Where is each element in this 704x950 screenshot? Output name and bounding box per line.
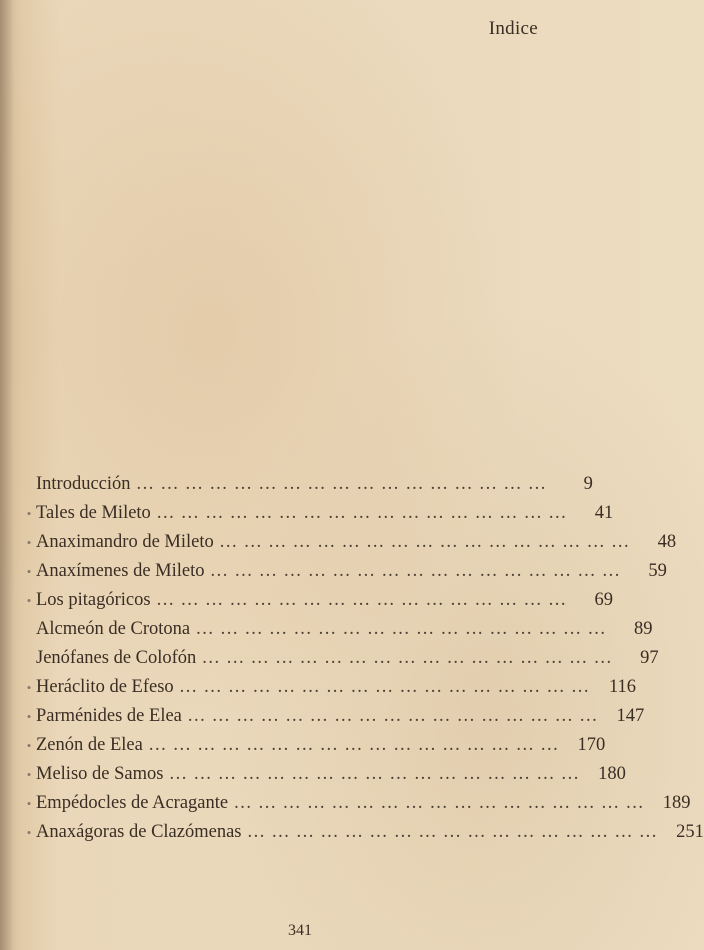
toc-entry-pitagoricos [22, 590, 613, 619]
toc-entry-title: Anaximandro de Mileto [36, 532, 214, 552]
toc-entry-page: 116 [608, 677, 637, 697]
margin-mark: • [26, 709, 32, 724]
toc-entry-page: 189 [662, 793, 691, 813]
dot-leader: ... ... ... ... ... ... ... ... ... ... ... ... ... ... ... ... ... [247, 822, 658, 842]
dot-leader: ... ... ... ... ... ... ... ... ... ... ... ... ... ... ... ... ... [219, 532, 631, 552]
margin-mark: • [26, 825, 32, 840]
toc-entry-heraclito [22, 677, 637, 706]
toc-entry-title: Anaxágoras de Clazómenas [36, 822, 242, 842]
dot-leader: ... ... ... ... ... ... ... ... ... ... ... ... ... ... ... ... ... [169, 764, 580, 784]
toc-entry-empedocles [22, 793, 691, 822]
toc-entry-title: Zenón de Elea [36, 735, 143, 755]
toc-entry-title: Jenófanes de Colofón [36, 648, 197, 668]
toc-entry-page: 48 [657, 532, 677, 552]
toc-entry-page: 89 [634, 619, 653, 639]
book-gutter-shadow [0, 0, 14, 950]
toc-entry-anaximenes [22, 561, 667, 590]
toc-entry-introduccion [22, 474, 593, 503]
dot-leader: ... ... ... ... ... ... ... ... ... ... ... ... ... ... ... ... ... [187, 706, 599, 726]
dot-leader: ... ... ... ... ... ... ... ... ... ... ... ... ... ... ... ... ... [210, 561, 621, 581]
page-number: 341 [288, 922, 312, 939]
toc-entry-title: Heráclito de Efeso [36, 677, 174, 697]
toc-entry-parmenides [22, 706, 645, 735]
toc-entry-title: Tales de Mileto [36, 503, 151, 523]
toc-entry-title: Alcmeón de Crotona [36, 619, 191, 639]
toc-entry-zenon [22, 735, 606, 764]
toc-entry-anaxagoras [22, 822, 704, 851]
toc-entry-title: Empédocles de Acragante [36, 793, 229, 813]
margin-mark: • [26, 593, 32, 608]
dot-leader: ... ... ... ... ... ... ... ... ... ... ... ... ... ... ... ... ... [136, 474, 547, 494]
toc-entry-anaximandro [22, 532, 677, 561]
toc-entry-page: 69 [594, 590, 613, 610]
dot-leader: ... ... ... ... ... ... ... ... ... ... ... ... ... ... ... ... ... [156, 590, 567, 610]
dot-leader: ... ... ... ... ... ... ... ... ... ... ... ... ... ... ... ... ... [202, 648, 613, 668]
dot-leader: ... ... ... ... ... ... ... ... ... ... ... ... ... ... ... ... ... [148, 735, 560, 755]
toc-entry-tales [22, 503, 614, 532]
toc-entry-page: 9 [583, 474, 593, 494]
toc-entry-page: 170 [577, 735, 606, 755]
page-header-title: Indice [488, 18, 538, 39]
toc-entry-meliso [22, 764, 626, 793]
toc-entry-page: 41 [594, 503, 614, 523]
toc-entry-page: 251 [676, 822, 704, 842]
toc-entry-title: Introducción [36, 474, 131, 494]
table-of-contents [22, 474, 704, 851]
toc-entry-page: 97 [640, 648, 659, 668]
margin-mark: • [26, 796, 32, 811]
toc-entry-page: 59 [648, 561, 667, 581]
margin-mark: • [26, 680, 32, 695]
margin-mark: • [26, 506, 32, 521]
dot-leader: ... ... ... ... ... ... ... ... ... ... ... ... ... ... ... ... ... [234, 793, 645, 813]
dot-leader: ... ... ... ... ... ... ... ... ... ... ... ... ... ... ... ... ... [179, 677, 591, 697]
margin-mark: • [26, 767, 32, 782]
toc-entry-page: 180 [598, 764, 626, 784]
toc-entry-title: Los pitagóricos [36, 590, 151, 610]
toc-entry-title: Meliso de Samos [36, 764, 164, 784]
toc-entry-page: 147 [616, 706, 645, 726]
dot-leader: ... ... ... ... ... ... ... ... ... ... ... ... ... ... ... ... ... [156, 503, 568, 523]
toc-entry-jenofanes [22, 648, 659, 677]
dot-leader: ... ... ... ... ... ... ... ... ... ... ... ... ... ... ... ... ... [196, 619, 607, 639]
toc-entry-alcmeon [22, 619, 653, 648]
toc-entry-title: Parménides de Elea [36, 706, 182, 726]
margin-mark: • [26, 564, 32, 579]
margin-mark: • [26, 535, 32, 550]
margin-mark: • [26, 738, 32, 753]
toc-entry-title: Anaxímenes de Mileto [36, 561, 205, 581]
